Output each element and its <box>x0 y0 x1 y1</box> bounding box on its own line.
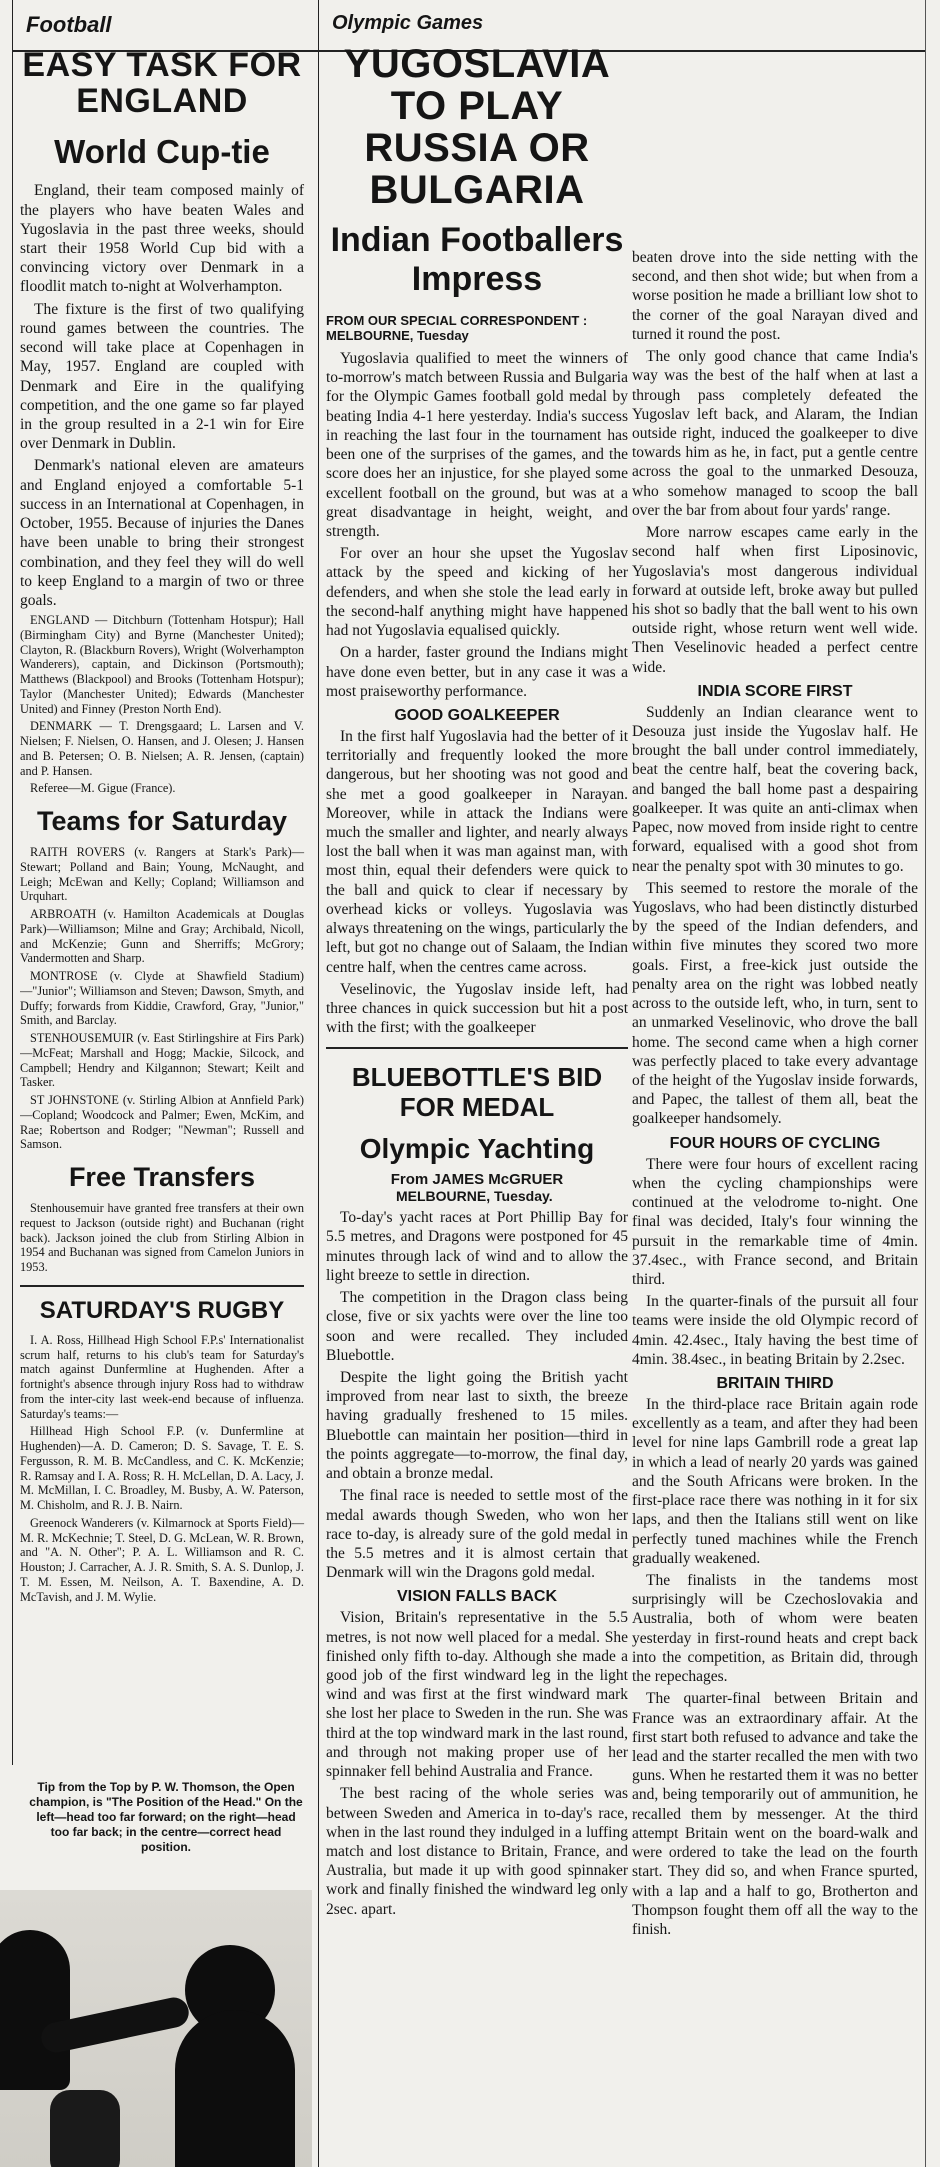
article-paragraph: The only good chance that came India's way was the best of the half when at last a through pass completely defeated the Yugoslav left back, and Alaram, the Indian outside right, induced the goalkeeper to dive towards him as he, in fact, put a gentle centre across the goal to the unmarked Desouza, who somehow managed to scoop the ball over the bar from about four yards' range. <box>632 348 918 519</box>
photo-caption: Tip from the Top by P. W. Thomson, the Open champion, is "The Position of the Head." On the left—head too far forward; on the right—head too far back; in the centre—correct head position. <box>29 1780 303 1854</box>
article-paragraph: Yugoslavia qualified to meet the winners of to-morrow's match between Russia and Bulgaria for the Olympic Games football gold medal by beating India 4-1 here yesterday. India's success in reaching the last four in the tournament has been one of the surprises of the games, and the score does her an injustice, for she played some excellent football on the ground, but was at a great disadvantage in height, weight, and strength. <box>326 350 628 540</box>
headline-bluebottle: BLUEBOTTLE'S BID FOR MEDAL <box>351 1062 603 1123</box>
olympic-column-continued <box>632 0 918 2167</box>
headline-easy-task: EASY TASK FOR ENGLAND <box>22 46 302 120</box>
divider <box>20 1285 304 1287</box>
rugby-team-list: Greenock Wanderers (v. Kilmarnock at Sports Field)—M. R. McKechnie; T. Steel, D. G. McLean, W. R. Brown, and "A. N. Other"; P. A. L. Williamson and R. C. Houston; J. Carracher, A. J. R. Smith, S. A. S. Dunlop, J. T. M. Essen, M. Neilson, A. T. Baxendine, A. D. McTavish, and J. M. Wylie. <box>20 1515 304 1604</box>
good-goalkeeper-heading: GOOD GOALKEEPER <box>394 706 560 724</box>
transfers-text: Stenhousemuir have granted free transfers at their own request to Jackson (outside right) and Buchanan (right back). Jackson joined the club from Stirling Albion in 1954 and Buchanan was signed from Camelon Juniors in 1953. <box>20 1201 304 1275</box>
team-list: MONTROSE (v. Clyde at Shawfield Stadium)—"Junior"; Williamson and Steven; Dawson, Smyth, and Duffy; forwards from Kiddie, Crawford, Gray, "Junior," Smith, and Barclay. <box>20 969 304 1028</box>
article-paragraph: The finalists in the tandems most surprisingly will be Czechoslovakia and Australia, both of whom were beaten yesterday in first-round heats and crept back into the competition, as Britain did, through the repechages. <box>632 1572 918 1686</box>
article-paragraph: For over an hour she upset the Yugoslav attack by the speed and kicking of her defenders, and when she stole the lead early in the second-half anything might have happened had not Yugoslavia equalised quickly. <box>326 545 628 640</box>
team-list-denmark: DENMARK — T. Drengsgaard; L. Larsen and V. Nielsen; F. Nielsen, O. Hansen, and J. Olesen; J. Hansen and B. Petersen; O. B. Nielsen; A. R. Jensen, (captain) and P. Hansen. <box>20 719 304 778</box>
article-paragraph: In the third-place race Britain again rode excellently as a team, and after they had been level for nine laps Gambrill rode a great lap in which a lead of nearly 20 yards was gained and the South Africans were broken. In the first-place race there was nothing in it for six laps, and then the Italians still went on like perfectly tuned machines while the French gradually weakened. <box>632 1396 918 1567</box>
team-list: STENHOUSEMUIR (v. East Stirlingshire at Firs Park)—McFeat; Marshall and Hogg; Mackie, Silcock, and Campbell; Hendry and Kilgannon; Stewart; Keilt and Tasker. <box>20 1031 304 1090</box>
section-label-olympic: Olympic Games <box>332 12 484 34</box>
article-paragraph: Suddenly an Indian clearance went to Desouza just inside the Yugoslav half. He brought the ball under control immediately, beat the centre half, beat the covering back, and banged the ball home past a despairing goalkeeper. It was quite an anti-climax when Papec, now moved from inside right to centre forward, equalised with a good shot from near the penalty spot with 30 minutes to go. <box>632 703 918 875</box>
article-paragraph: This seemed to restore the morale of the Yugoslavs, who had been distinctly disturbed by the speed of the Indian defenders, and within five minutes they scored two more goals. First, a free-kick just outside the penalty area on the right was lobbed neatly across to the outside left, who, in turn, sent to an unmarked Veselinovic, who drove the ball home. The second came when a high corner was perfectly placed to take every advantage of the height of the Yugoslav inside forwards, and Papec, the tallest of them all, beat the goalkeeper handsomely. <box>632 879 918 1128</box>
article-paragraph: In the first half Yugoslavia had the better of it territorially and frequently looked the more dangerous, but her shooting was not good and she met a good goalkeeper in Narayan. Moreover, while in attack the Indians were much the smaller and lighter, and nearly always lost the ball when it was man against man, with most thin, equal their defenders were quick to the ball and quick to clear if necessary by overhead kicks or volleys. Yugoslavia was always threatening on the wings, particularly the left, but got no change out of Salaam, the Indian centre half, when the centres came across. <box>326 727 628 976</box>
subhead-indian-footballers: Indian Footballers Impress <box>330 221 624 298</box>
article-paragraph: To-day's yacht races at Port Phillip Bay for 5.5 metres, and Dragons were postponed for 45 minutes through lack of wind and to allow the light breeze to settle in direction. <box>326 1209 628 1284</box>
rugby-team-list: Hillhead High School F.P. (v. Dunfermline at Hughenden)—A. D. Cameron; D. S. Savage, T. E. S. Fergusson, R. M. B. McCandless, and C. K. McKenzie; R. Ramsay and I. A. Ross; R. H. McLellan, D. A. Lacy, J. M. McMillan, I. C. Broadley, M. Busby, A. W. Paterson, M. Chisholm, and R. J. B. Nairn. <box>20 1424 304 1513</box>
photo-figure-leg <box>50 2090 120 2167</box>
subhead-world-cup: World Cup-tie <box>54 133 270 171</box>
team-list: RAITH ROVERS (v. Rangers at Stark's Park)—Stewart; Polland and Bain; Young, McNaught, and Leigh; McEwan and Kelly; Copland; Williamson and Urquhart. <box>20 845 304 904</box>
divider <box>326 1047 628 1049</box>
yachting-byline: From JAMES McGRUER <box>390 1171 564 1189</box>
free-transfers-heading: Free Transfers <box>68 1162 256 1193</box>
article-paragraph: The best racing of the whole series was between Sweden and America in to-day's race, when in the last round they indulged in a luffing match and lost distance to Britain, France, and Australia, but made it up with good spinnaker work and finally finished the windward leg only 2sec. apart. <box>326 1785 628 1918</box>
four-hours-cycling-heading: FOUR HOURS OF CYCLING <box>669 1134 881 1152</box>
vision-falls-back-heading: VISION FALLS BACK <box>396 1588 557 1606</box>
olympic-column <box>326 0 628 2167</box>
britain-third-heading: BRITAIN THIRD <box>716 1375 834 1393</box>
column-rule-middle <box>318 0 319 2167</box>
article-paragraph: More narrow escapes came early in the second half when first Liposinovic, Yugoslavia's most dangerous individual forward at outside left, broke away but pulled his shot so badly that the ball went to his own outside right, whose return went well wide. Then Veselinovic headed a perfect centre wide. <box>632 524 918 676</box>
column-rule-left <box>12 0 13 1765</box>
article-paragraph: The final race is needed to settle most of the medal awards though Sweden, who won her race to-day, is already sure of the gold medal in the 5.5 metres and it is almost certain that Denmark will win the Dragons gold medal. <box>326 1487 628 1582</box>
article-paragraph: Vision, Britain's representative in the 5.5 metres, is not now well placed for a medal. She finished only fifth to-day. Although she made a good job of the first windward leg in the light wind and was first at the first windward mark she lost her place to Sweden in the run. She was third at the top windward mark in the last round, and through not making proper use of her spinnaker fell behind Australia and France. <box>326 1609 628 1781</box>
article-paragraph: There were four hours of excellent racing when the cycling championships were continued at the velodrome to-night. One final was decided, Italy's four winning the pursuit in the remarkable time of 4min. 37.4sec., with France second, and Britain third. <box>632 1155 918 1288</box>
article-paragraph: The quarter-final between Britain and France was an extraordinary affair. At the first start both refused to advance and take the lead and the starter recalled the men with two guns. When he restarted them it was no better and, being temporarily out of ammunition, he recalled them by messenger. At the third attempt Britain went on the board-walk and were ordered to take the lead on the fourth start. They did so, and when France spurted, with a lap and a half to go, Brotherton and Thompson fought them off all the way to the finish. <box>632 1690 918 1938</box>
football-column <box>20 0 312 1748</box>
india-score-first-heading: INDIA SCORE FIRST <box>697 682 853 700</box>
column-rule-right <box>925 0 926 2167</box>
byline: FROM OUR SPECIAL CORRESPONDENT : MELBOURNE, Tuesday <box>326 313 588 343</box>
headline-yugoslavia: YUGOSLAVIA TO PLAY RUSSIA OR BULGARIA <box>343 42 611 212</box>
yachting-dateline: MELBOURNE, Tuesday. <box>396 1188 553 1205</box>
saturdays-rugby-heading: SATURDAY'S RUGBY <box>39 1296 285 1324</box>
rugby-paragraph: I. A. Ross, Hillhead High School F.P.s' Internationalist scrum half, returns to his club's team for Saturday's match against Dunfermline at Hughenden. After a fortnight's absence through injury Ross had to withdraw from the inter-city last week-end because of influenza. Saturday's teams:— <box>20 1332 304 1421</box>
team-list-england: ENGLAND — Ditchburn (Tottenham Hotspur); Hall (Birmingham City) and Byrne (Manchester United); Clayton, R. (Blackburn Rovers), Wright (Wolverhampton Wanderers), captain, and Dickinson (Portsmouth); Matthews (Blackpool) and Brooks (Tottenham Hotspur); Taylor (Manchester United); Edwards (Manchester United) and Finney (Preston North End). <box>20 613 304 716</box>
referee-line: Referee—M. Gigue (France). <box>30 781 176 796</box>
article-paragraph: In the quarter-finals of the pursuit all four teams were inside the old Olympic record of 4min. 42.4sec., Italy having the best time of 4min. 38.4sec., in beating Britain by 2.2sec. <box>632 1293 918 1368</box>
team-list: ST JOHNSTONE (v. Stirling Albion at Annfield Park)—Copland; Woodcock and Palmer; Ewen, McKim, and Rae; Robertson and Rodger; "Newman"; Russell and Samson. <box>20 1093 304 1152</box>
article-paragraph: On a harder, faster ground the Indians might have done even better, but in any case it was a most praiseworthy performance. <box>326 644 628 700</box>
article-paragraph: beaten drove into the side netting with the second, and then shot wide; but when from a worse position he made a brilliant low shot to the corner of the goal Narayan dived and turned it round the post. <box>632 249 918 343</box>
golf-photo <box>0 1890 312 2167</box>
photo-caption-area <box>20 1770 312 1880</box>
article-paragraph: Denmark's national eleven are amateurs and England enjoyed a comfortable 5-1 success in an International at Copenhagen, in October, 1955. Because of injuries the Danes have been unable to bring their strongest combination, and they feel they will do well to keep England to a margin of two or three goals. <box>20 457 304 609</box>
subhead-olympic-yachting: Olympic Yachting <box>359 1133 595 1165</box>
article-paragraph: Despite the light going the British yacht improved from near last to sixth, the breeze having gradually freshened to 15 miles. Bluebottle can maintain her position—third in the points aggregate—to-morrow, the final day, and obtain a bronze medal. <box>326 1368 628 1483</box>
article-paragraph: England, their team composed mainly of the players who have beaten Wales and Yugoslavia in the past three weeks, should start their 1958 World Cup bid with a convincing victory over Denmark in a floodlit match to-night at Wolverhampton. <box>20 182 304 296</box>
team-list: ARBROATH (v. Hamilton Academicals at Douglas Park)—Williamson; Milne and Gray; Archibald, Nicoll, and McKenzie; Gunn and Sherriffs; McGrory; Vandermotten and Sharp. <box>20 907 304 966</box>
photo-figure-left <box>0 1930 70 2090</box>
photo-figure-right <box>175 2010 295 2167</box>
article-paragraph: The competition in the Dragon class being close, five or six yachts were over the line too soon and were recalled. They included Bluebottle. <box>326 1289 628 1364</box>
article-paragraph: The fixture is the first of two qualifying round games between the countries. The second will take place at Copenhagen in May, 1957. England are coupled with Denmark and Eire in the qualifying competition, and the one game so far played in the group resulted in a 2-1 win for Eire over Denmark in Dublin. <box>20 300 304 453</box>
teams-for-saturday-heading: Teams for Saturday <box>36 806 288 837</box>
article-paragraph: Veselinovic, the Yugoslav inside left, had three chances in quick succession but hit a post with the first; with the goalkeeper <box>326 980 628 1037</box>
section-label-football: Football <box>26 12 112 37</box>
